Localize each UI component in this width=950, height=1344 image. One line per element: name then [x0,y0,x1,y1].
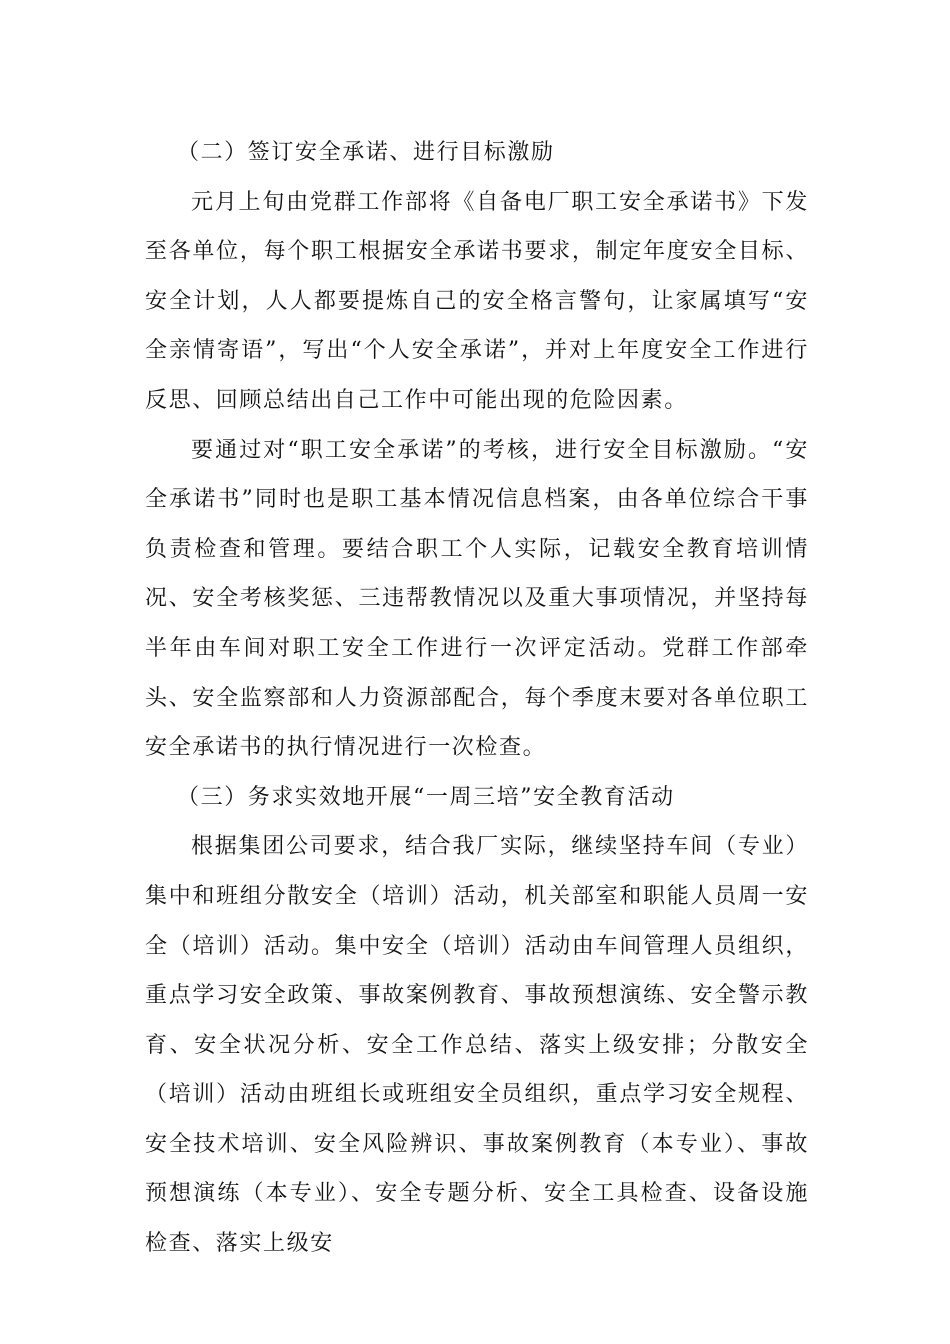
paragraph-commitment-distribution: 元月上旬由党群工作部将《自备电厂职工安全承诺书》下发至各单位，每个职工根据安全承诺书要求，制定年度安全目标、安全计划，人人都要提炼自己的安全格言警句，让家属填写“安全亲情寄语”，写出“个人安全承诺”，并对上年度安全工作进行反思、回顾总结出自己工作中可能出现的危险因素。 [145,189,809,413]
section-heading-2: （二）签订安全承诺、进行目标激励 [177,140,555,165]
paragraph-weekly-training: 根据集团公司要求，结合我厂实际，继续坚持车间（专业）集中和班组分散安全（培训）活动，机关部室和职能人员周一安全（培训）活动。集中安全（培训）活动由车间管理人员组织，重点学习安全政策、事故案例教育、事故预想演练、安全警示教育、安全状况分析、安全工作总结、落实上级安排；分散安全（培训）活动由班组长或班组安全员组织，重点学习安全规程、安全技术培训、安全风险辨识、事故案例教育（本专业）、事故预想演练（本专业）、安全专题分析、安全工具检查、设备设施检查、落实上级安 [145,834,809,1257]
document-body [145,128,809,1269]
paragraph-commitment-assessment: 要通过对“职工安全承诺”的考核，进行安全目标激励。“安全承诺书”同时也是职工基本情况信息档案，由各单位综合干事负责检查和管理。要结合职工个人实际，记载安全教育培训情况、安全考核奖惩、三违帮教情况以及重大事项情况，并坚持每半年由车间对职工安全工作进行一次评定活动。党群工作部牵头、安全监察部和人力资源部配合，每个季度末要对各单位职工安全承诺书的执行情况进行一次检查。 [145,437,809,761]
section-heading-3: （三）务求实效地开展“一周三培”安全教育活动 [177,784,675,810]
